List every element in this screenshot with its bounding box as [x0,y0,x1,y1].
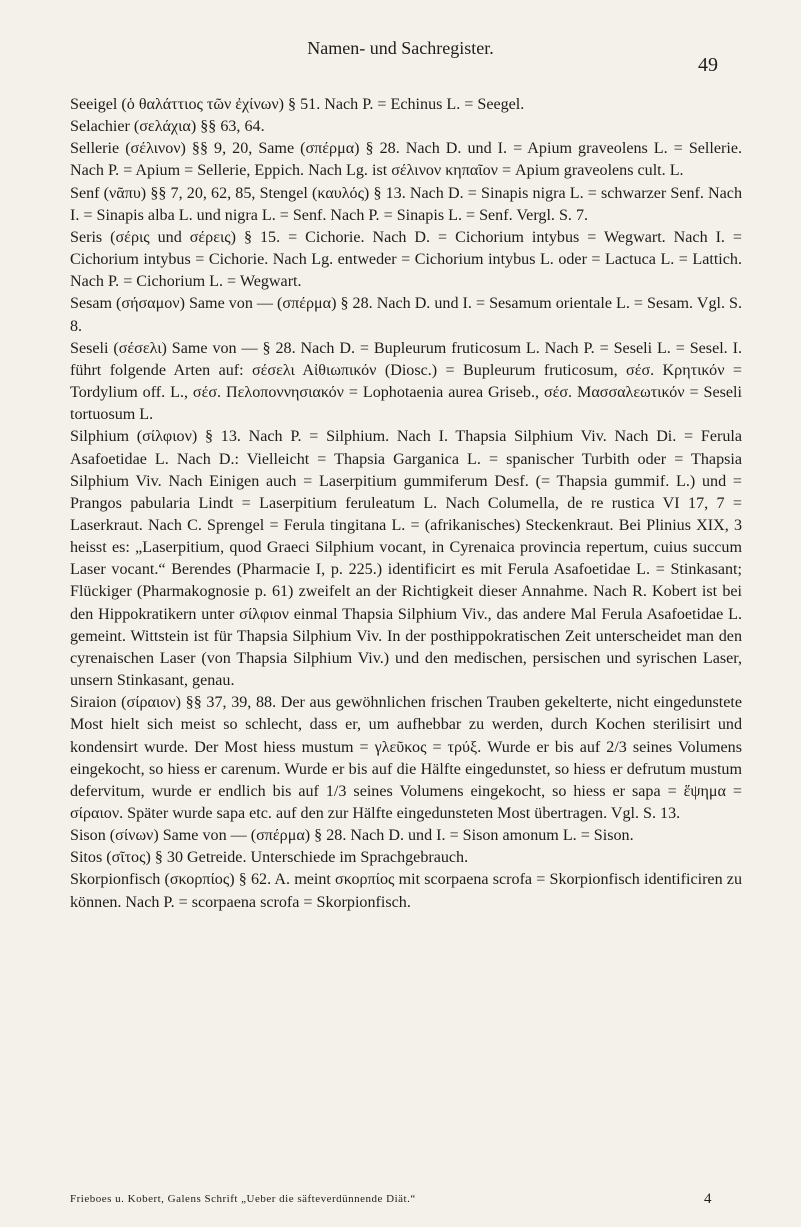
register-entry: Sitos (σῖτος) § 30 Getreide. Unterschiede im Sprachgebrauch. [70,849,469,867]
page-number: 49 [698,54,718,76]
register-entry: Seris (σέρις und σέρεις) § 15. = Cichorie. Nach D. = Cichorium intybus = Wegwart. Nach I. = Cichorium intybus = Cichorie. Nach Lg. entweder = Cichorium intybus L. oder = Lactuca L. = Lattich. Nach P. = Cichorium L. = Wegwart. [70,228,742,291]
register-entry: Sison (σίνων) Same von — (σπέρμα) § 28. Nach D. und I. = Sison amonum L. = Sison. [70,827,634,845]
footer-text: Frieboes u. Kobert, Galens Schrift „Ueber die säfteverdünnende Diät.“ [70,1193,416,1205]
register-entry: Seseli (σέσελι) Same von — § 28. Nach D. = Bupleurum fruticosum L. Nach P. = Seseli L. = Sesel. I. führt folgende Arten auf: σέσελι Αἰθιωπικόν (Diosc.) = Bupleurum fruticosum, σέσ. Κρητικόν = Tordylium off. L., σέσ. Πελοποννησιακόν = Lophotaenia aurea Griseb., σέσ. Μασσαλεωτικόν = Seseli tortuosum L. [70,339,742,424]
register-entry: Senf (νᾶπυ) §§ 7, 20, 62, 85, Stengel (καυλός) § 13. Nach D. = Sinapis nigra L. = schwarzer Senf. Nach I. = Sinapis alba L. und nigra L. = Senf. Nach P. = Sinapis L. = Senf. Vergl. S. 7. [70,184,742,224]
register-entry: Skorpionfisch (σκορπίος) § 62. A. meint σκορπίος mit scorpaena scrofa = Skorpionfisch identificiren zu können. Nach P. = scorpaena scrofa = Skorpionfisch. [70,871,742,911]
register-entry: Silphium (σίλφιον) § 13. Nach P. = Silphium. Nach I. Thapsia Silphium Viv. Nach Di. = Ferula Asafoetidae L. Nach D.: Vielleicht = Thapsia Garganica L. = spanischer Turbith oder = Thapsia Silphium Viv. Nach Einigen auch = Laserpitium gummiferum Desf. (= Thapsia gummif. L.) und = Prangos pabularia Lindt = Laserpitium feruleatum L. Nach Columella, de re rustica VI 17, 7 = Laserkraut. Nach C. Sprengel = Ferula tingitana L. = (afrikanisches) Steckenkraut. Bei Plinius XIX, 3 heisst es: „Laserpitium, quod Graeci Silphium vocant, in Cyrenaica provincia repertum, cuius succum Laser vocant.“ Berendes (Pharmacie I, p. 225.) identificirt es mit Ferula Asafoetidae L. = Stinkasant; Flückiger (Pharmakognosie p. 61) zweifelt an der Richtigkeit dieser Annahme. Nach R. Kobert ist bei den Hippokratikern unter σίλφιον einmal Thapsia Silphium Viv., das andere Mal Ferula Asafoetidae L. gemeint. Wittstein ist für Thapsia Silphium Viv. In der posthippokratischen Zeit unterscheidet man den cyrenaischen Laser (von Thapsia Silphium Viv.) und den medischen, persischen und syrischen Laser, unsern Stinkasant, genau. [70,428,742,690]
register-body [70,94,742,914]
register-entry: Sellerie (σέλινον) §§ 9, 20, Same (σπέρμα) § 28. Nach D. und I. = Apium graveolens L. = Sellerie. Nach P. = Apium = Sellerie, Eppich. Nach Lg. ist σέλινον κηπαῖον = Apium graveolens cult. L. [70,140,742,180]
register-entry: Siraion (σίραιον) §§ 37, 39, 88. Der aus gewöhnlichen frischen Trauben gekelterte, nicht eingedunstete Most hielt sich meist so schlecht, dass er, um aufhebbar zu werden, durch Kochen sterilisirt und kondensirt wurde. Der Most hiess mustum = γλεῦκος = τρύξ. Wurde er bis auf 2/3 seines Volumens eingekocht, so hiess er carenum. Wurde er bis auf die Hälfte eingedunstet, so hiess er defrutum mustum defervitum, wurde er endlich bis auf 1/3 seines Volumens eingekocht, so hiess er sapa = ἕψημα = σίραιον. Später wurde sapa etc. auf den zur Hälfte eingedunsteten Most übertragen. Vgl. S. 13. [70,694,742,822]
printer-footer [70,1193,742,1205]
register-entry: Selachier (σελάχια) §§ 63, 64. [70,118,265,136]
register-entry: Seeigel (ὁ θαλάττιος τῶν ἐχίνων) § 51. Nach P. = Echinus L. = Seegel. [70,96,525,113]
signature-mark: 4 [704,1191,712,1207]
running-head: Namen- und Sachregister. [307,38,494,58]
register-entry: Sesam (σήσαμον) Same von — (σπέρμα) § 28. Nach D. und I. = Sesamum orientale L. = Sesam. Vgl. S. 8. [70,295,742,335]
